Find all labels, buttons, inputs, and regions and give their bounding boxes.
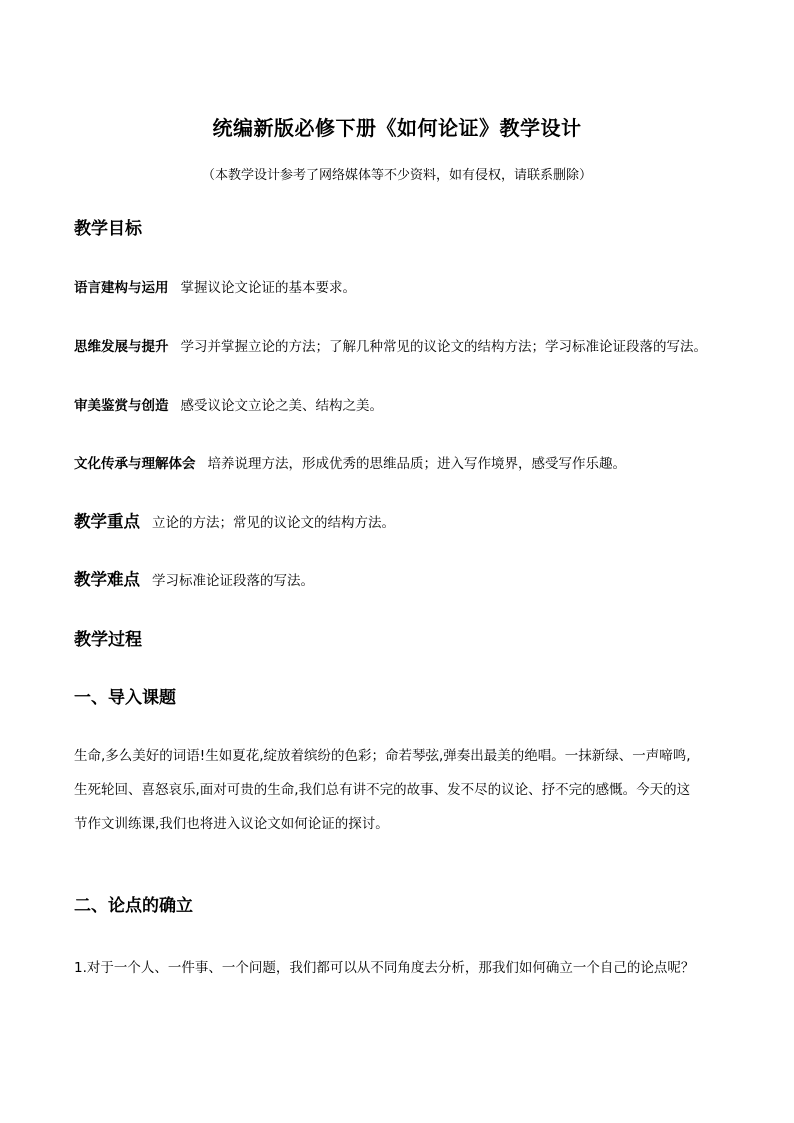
objective-item <box>74 335 707 355</box>
document-title: 统编新版必修下册《如何论证》教学设计 <box>212 116 582 140</box>
paragraph-line: 节作文训练课,我们也将进入议论文如何论证的探讨。 <box>74 816 389 832</box>
intro-paragraph <box>74 739 734 841</box>
objective-item <box>74 276 356 296</box>
difficulty-line <box>74 566 314 590</box>
objective-item <box>74 452 626 472</box>
process-heading: 教学过程 <box>74 630 142 650</box>
objective-label: 思维发展与提升 <box>74 339 169 355</box>
key-point-text: 立论的方法；常见的议论文的结构方法。 <box>152 515 395 531</box>
objective-label: 语言建构与运用 <box>74 280 169 296</box>
objectives-heading: 教学目标 <box>74 219 142 239</box>
question-item: 1.对于一个人、一件事、一个问题，我们都可以从不同角度去分析，那我们如何确立一个自己的论点呢？ <box>74 960 695 976</box>
section-heading-intro: 一、导入课题 <box>74 688 176 708</box>
paragraph-line: 生命,多么美好的词语!生如夏花,绽放着缤纷的色彩；命若琴弦,弹奏出最美的绝唱。一抹新绿、一声啼鸣, <box>74 748 691 764</box>
objective-item <box>74 394 383 414</box>
difficulty-text: 学习标准论证段落的写法。 <box>152 573 314 589</box>
key-point-label: 教学重点 <box>74 512 140 531</box>
document-subtitle: （本教学设计参考了网络媒体等不少资料，如有侵权，请联系删除） <box>201 168 592 183</box>
objective-text: 掌握议论文论证的基本要求。 <box>180 280 356 296</box>
objective-label: 审美鉴赏与创造 <box>74 398 169 414</box>
paragraph-line: 生死轮回、喜怒哀乐,面对可贵的生命,我们总有讲不完的故事、发不尽的议论、抒不完的感慨。今天的这 <box>74 782 691 798</box>
objective-text: 学习并掌握立论的方法；了解几种常见的议论文的结构方法；学习标准论证段落的写法。 <box>180 339 707 355</box>
objective-text: 培养说理方法，形成优秀的思维品质；进入写作境界，感受写作乐趣。 <box>207 456 626 472</box>
key-point-line <box>74 508 395 532</box>
section-heading-thesis: 二、论点的确立 <box>74 896 193 916</box>
objective-text: 感受议论文立论之美、结构之美。 <box>180 398 383 414</box>
difficulty-label: 教学难点 <box>74 570 140 589</box>
objective-label: 文化传承与理解体会 <box>74 456 196 472</box>
